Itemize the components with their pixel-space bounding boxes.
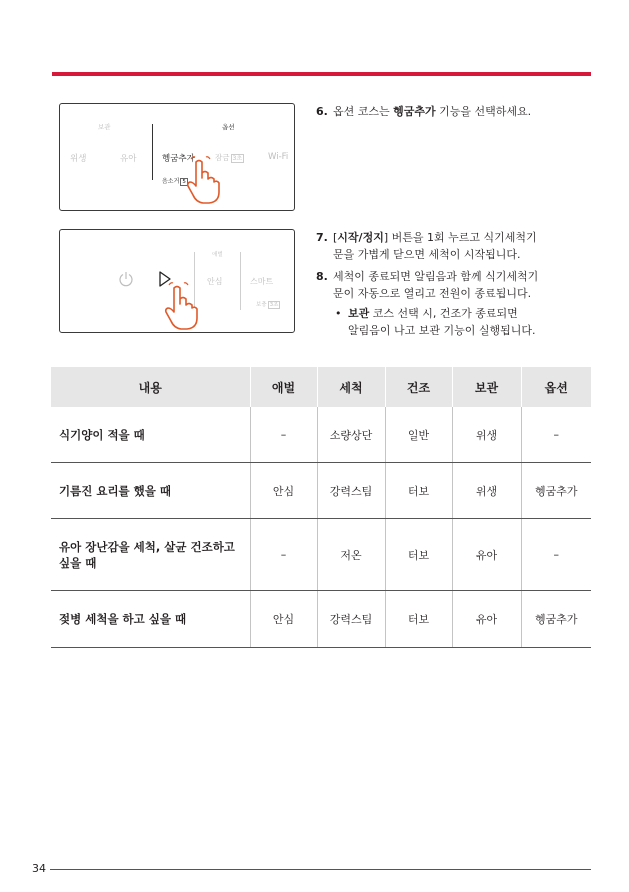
- step-6: 6. 옵션 코스는 헹굼추가 기능을 선택하세요.: [316, 105, 532, 118]
- cell-sechuk: 소량상단: [317, 407, 385, 463]
- control-panel-start-illustration: [59, 229, 295, 333]
- panel-label-option: 옵션: [222, 123, 235, 131]
- table-row: [51, 407, 591, 463]
- power-icon: [118, 271, 134, 287]
- cell-aebeol: 안심: [250, 463, 317, 519]
- panel-button-mute: 음소거 5: [162, 178, 186, 185]
- cell-option: –: [521, 519, 591, 591]
- panel-button-ansim: 안심: [207, 277, 223, 286]
- footer-rule: [50, 869, 591, 870]
- cell-content: 식기양이 적을 때: [51, 407, 250, 463]
- pointing-hand-icon: [164, 282, 200, 332]
- cell-bogwan: 유아: [452, 591, 521, 648]
- cell-bogwan: 위생: [452, 407, 521, 463]
- cell-bogwan: 유아: [452, 519, 521, 591]
- cell-content: 젖병 세척을 하고 싶을 때: [51, 591, 250, 648]
- table-row: [51, 519, 591, 591]
- header-sechuk: 세척: [317, 367, 385, 407]
- cell-option: 헹굼추가: [521, 463, 591, 519]
- header-aebeol: 애벌: [250, 367, 317, 407]
- cell-content: 기름진 요리를 했을 때: [51, 463, 250, 519]
- cell-sechuk: 강력스팀: [317, 591, 385, 648]
- cell-option: –: [521, 407, 591, 463]
- storage-note-bullet: • 보관 코스 선택 시, 건조가 종료되면 알림음이 나고 보관 기능이 실행됩니다.: [335, 307, 536, 337]
- table-row: [51, 591, 591, 648]
- step-8-text: 세척이 종료되면 알림음과 함께 식기세척기 문이 자동으로 열리고 전원이 종료됩니다.: [333, 270, 539, 300]
- step-7: 7. [시작/정지] 버튼을 1회 누르고 식기세척기 문을 가볍게 닫으면 세척이 시작됩니다.: [316, 231, 537, 261]
- cell-aebeol: –: [250, 407, 317, 463]
- panel-button-smart: 스마트: [250, 277, 274, 286]
- panel-label-bogwan: 보관: [98, 123, 111, 131]
- cell-aebeol: –: [250, 519, 317, 591]
- page-number: 34: [32, 862, 46, 875]
- header-geonjo: 건조: [385, 367, 452, 407]
- cell-sechuk: 강력스팀: [317, 463, 385, 519]
- step-7-text: [시작/정지] 버튼을 1회 누르고 식기세척기 문을 가볍게 닫으면 세척이 시작됩니다.: [333, 231, 537, 261]
- panel-button-yua: 유아: [120, 154, 137, 164]
- panel-divider: [152, 124, 153, 180]
- cell-aebeol: 안심: [250, 591, 317, 648]
- panel-label-aebeol: 애벌: [212, 252, 223, 258]
- cell-geonjo: 터보: [385, 463, 452, 519]
- panel-button-wisaeng: 위생: [70, 154, 87, 164]
- cell-geonjo: 일반: [385, 407, 452, 463]
- header-option: 옵션: [521, 367, 591, 407]
- step-8: 8. 세척이 종료되면 알림음과 함께 식기세척기 문이 자동으로 열리고 전원이 종료됩니다.: [316, 270, 539, 300]
- panel-button-bochung: 보충 3초: [256, 302, 279, 308]
- course-guide-table: [51, 367, 591, 648]
- table-row: [51, 463, 591, 519]
- cell-sechuk: 저온: [317, 519, 385, 591]
- header-accent-rule: [52, 72, 591, 76]
- cell-bogwan: 위생: [452, 463, 521, 519]
- table-header-row: [51, 367, 591, 407]
- cell-geonjo: 터보: [385, 591, 452, 648]
- panel-button-hengum: 헹굼추가: [162, 154, 195, 164]
- pointing-hand-icon: [186, 156, 222, 206]
- cell-geonjo: 터보: [385, 519, 452, 591]
- panel-divider-right: [240, 252, 241, 310]
- step-6-text: 옵션 코스는 헹굼추가 기능을 선택하세요.: [333, 105, 532, 118]
- header-bogwan: 보관: [452, 367, 521, 407]
- control-panel-option-illustration: [59, 103, 295, 211]
- cell-option: 헹굼추가: [521, 591, 591, 648]
- cell-content: 유아 장난감을 세척, 살균 건조하고 싶을 때: [51, 519, 250, 591]
- panel-button-jamgeum: 잠금 3초: [215, 153, 243, 162]
- header-content: 내용: [51, 367, 250, 407]
- panel-button-wifi: Wi-Fi: [268, 152, 289, 162]
